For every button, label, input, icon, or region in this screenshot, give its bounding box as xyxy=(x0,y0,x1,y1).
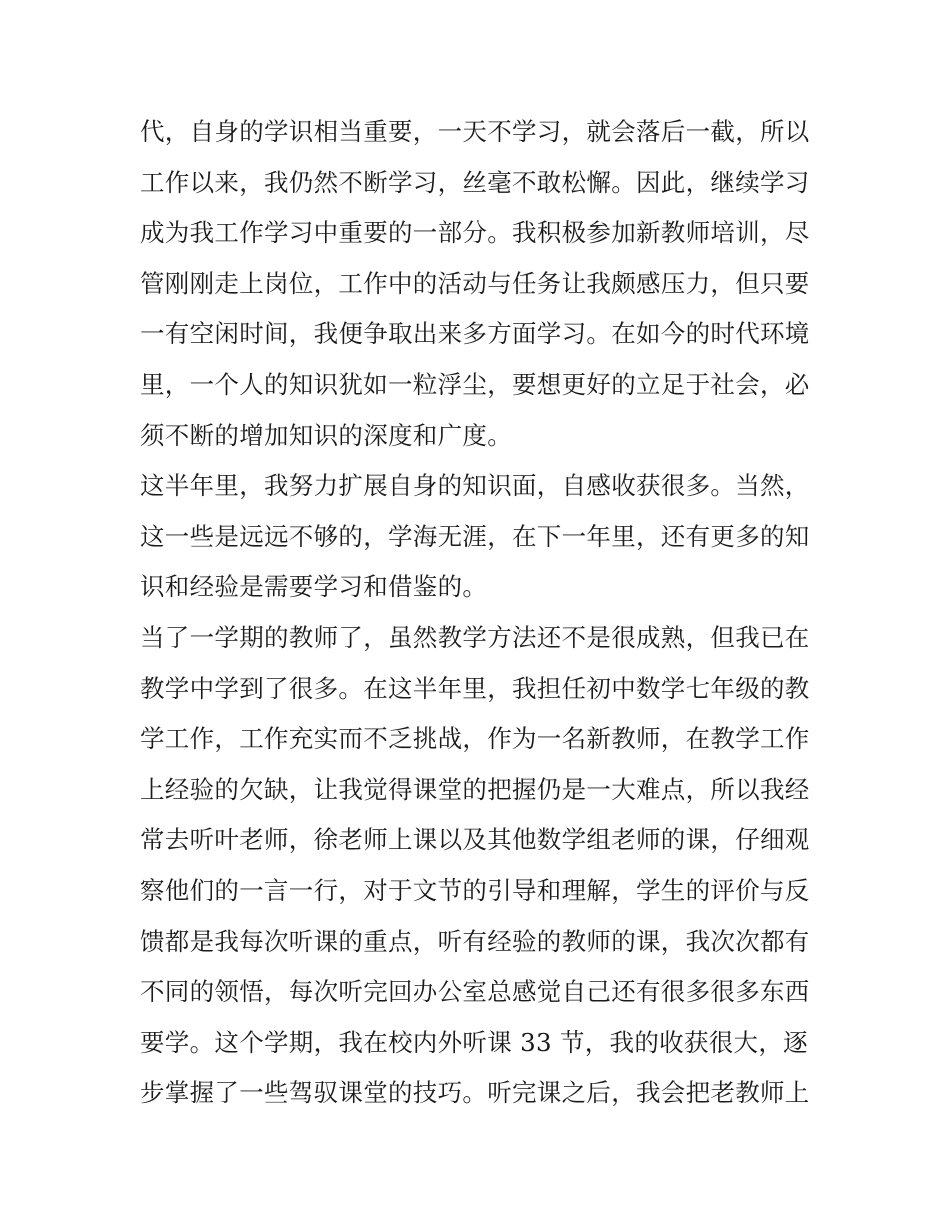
text-line: 步掌握了一些驾驭课堂的技巧。听完课之后，我会把老教师上 xyxy=(140,1078,810,1108)
text-line: 当了一学期的教师了，虽然教学方法还不是很成熟，但我已在 xyxy=(140,622,810,652)
text-line: 学工作，工作充实而不乏挑战，作为一名新教师，在教学工作 xyxy=(140,724,810,754)
text-line: 这一些是远远不够的，学海无涯，在下一年里，还有更多的知 xyxy=(140,521,810,551)
text-line: 识和经验是需要学习和借鉴的。 xyxy=(140,572,488,602)
text-line: 一有空闲时间，我便争取出来多方面学习。在如今的时代环境 xyxy=(140,319,810,349)
text-line: 工作以来，我仍然不断学习，丝毫不敢松懈。因此，继续学习 xyxy=(140,167,810,197)
text-line: 代，自身的学识相当重要，一天不学习，就会落后一截，所以 xyxy=(140,117,810,146)
document-body xyxy=(140,107,820,1119)
text-line: 不同的领悟，每次听完回办公室总感觉自己还有很多很多东西 xyxy=(140,977,810,1007)
text-line: 常去听叶老师，徐老师上课以及其他数学组老师的课，仔细观 xyxy=(140,825,810,855)
text-line: 里，一个人的知识犹如一粒浮尘，要想更好的立足于社会，必 xyxy=(140,369,810,399)
text-line: 须不断的增加知识的深度和广度。 xyxy=(140,420,512,450)
text-line: 察他们的一言一行，对于文节的引导和理解，学生的评价与反 xyxy=(140,875,810,905)
text-line: 上经验的欠缺，让我觉得课堂的把握仍是一大难点，所以我经 xyxy=(140,774,810,804)
text-line: 要学。这个学期，我在校内外听课 33 节，我的收获很大，逐 xyxy=(140,1027,808,1057)
text-line: 教学中学到了很多。在这半年里，我担任初中数学七年级的教 xyxy=(140,673,810,703)
text-line: 成为我工作学习中重要的一部分。我积极参加新教师培训，尽 xyxy=(140,218,810,248)
text-line: 管刚刚走上岗位，工作中的活动与任务让我颇感压力，但只要 xyxy=(140,268,810,298)
text-line: 馈都是我每次听课的重点，听有经验的教师的课，我次次都有 xyxy=(140,926,810,956)
text-line: 这半年里，我努力扩展自身的知识面，自感收获很多。当然， xyxy=(140,471,810,501)
